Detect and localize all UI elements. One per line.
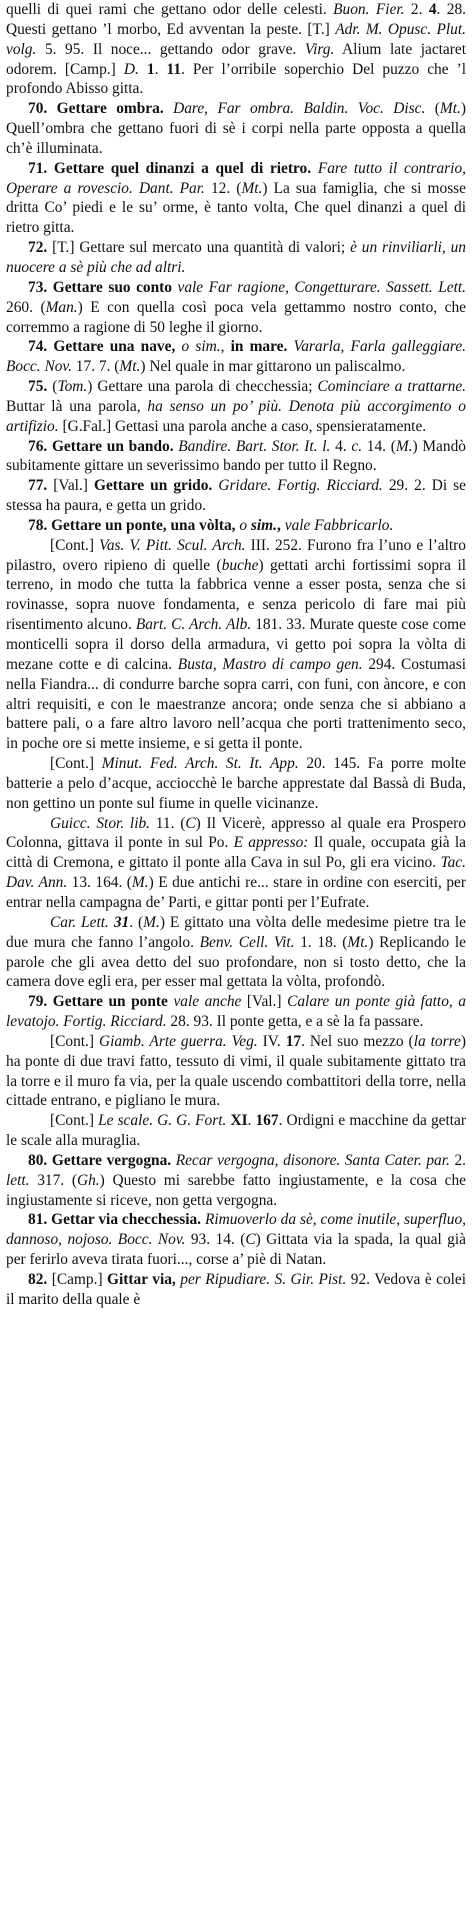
entry-76: 76. Gettare un bando. Bandire. Bart. Stor. It. l. 4. c. 14. (M.) Mandò subitamente gittare un severissimo bando per tutto il Regno. xyxy=(6,437,466,475)
citation-scale: [Cont.] Le scale. G. G. Fort. XI. 167. Ordigni e macchine da gettar le scale alla muraglia. xyxy=(6,1112,466,1150)
entry-73: 73. Gettare suo conto vale Far ragione, Congetturare. Sassett. Lett. 260. (Man.) E con quella così poca vela gettammo nostro conto, che corremmo a ragione di 50 leghe il giorno. xyxy=(6,278,466,336)
citation-guicc: Guicc. Stor. lib. 11. (C) Il Vicerè, appresso al quale era Prospero Colonna, gittava il ponte in sul Po. E appresso: Il quale, occupata già la città di Cremona, e gittato il ponte alla Cava in sul Po, gli era vicino. Tac. Dav. Ann. 13. 164. (M.) E due antichi re... stare in ordine con eserciti, per entrar nella campagna de’ Parti, e gittar ponti per l’Eufrate. xyxy=(6,814,466,911)
citation-minut: [Cont.] Minut. Fed. Arch. St. It. App. 20. 145. Fa porre molte batterie a pelo d’acque, acciocchè le barche apprestate dal Bassà di Buda, non gettino un ponte sul fiume in quelle vicinanze. xyxy=(6,755,467,812)
entry-81: 81. Gettar via checchessia. Rimuoverlo da sè, come inutile, superfluo, dannoso, nojoso. Bocc. Nov. 93. 14. (C) Gittata via la spada, la qual già per ferirlo aveva tirata fuori..., corse a’ piè di Natan. xyxy=(6,1211,466,1269)
entry-70: 70. Gettare ombra. Dare, Far ombra. Baldin. Voc. Disc. (Mt.) Quell’ombra che gettano fuori di sè i corpi nella parte opposta a quella ch’è illuminata. xyxy=(6,100,466,157)
continuation-text: quelli di quei rami che gettano odor delle celesti. Buon. Fier. 2. 4. 28. Questi gettano ’l morbo, Ed avventan la peste. [T.] Adr. M. Opusc. Plut. volg. 5. 95. Il noce... gettando odor grave. Virg. Alium late jactaret odorem. [Camp.] D. 1. 11. Per l’orribile soperchio Del puzzo che ’l profondo Abisso gitta. xyxy=(6,1,467,98)
entry-72: 72. [T.] Gettare sul mercato una quantità di valori; è un rinviliarli, un nuocere a sè più che ad altri. xyxy=(6,239,466,276)
entry-79: 79. Gettare un ponte vale anche [Val.] Calare un ponte già fatto, a levatojo. Fortig. Ricciard. 28. 93. Il ponte getta, e a sè la fa passare. xyxy=(6,993,466,1031)
entry-82: 82. [Camp.] Gittar via, per Ripudiare. S. Gir. Pist. 92. Vedova è colei il marito della quale è xyxy=(6,1271,467,1308)
entry-75: 75. (Tom.) Gettare una parola di checchessia; Cominciare a trattarne. Buttar là una parola, ha senso un po’ più. Denota più accorgimento o artifizio. [G.Fal.] Gettasi una parola anche a caso, spensieratamente. xyxy=(6,378,466,435)
entry-77: 77. [Val.] Gettare un grido. Gridare. Fortig. Ricciard. 29. 2. Di se stessa ha paura, e getta un grido. xyxy=(6,477,466,515)
entry-80: 80. Gettare vergogna. Recar vergogna, disonore. Santa Cater. par. 2. lett. 317. (Gh.) Questo mi sarebbe fatto ingiustamente, e la cosa che ingiustamente si riceve, non getta vergogna. xyxy=(6,1151,467,1209)
entry-71: 71. Gettare quel dinanzi a quel di rietro. Fare tutto il contrario, Operare a rovescio. Dant. Par. 12. (Mt.) La sua famiglia, che si mosse dritta Co’ piedi e le su’ orme, è tanto volta, Che quel dinanzi a quel di rietro gitta. xyxy=(6,159,467,237)
entry-74: 74. Gettare una nave, o sim., in mare. Vararla, Farla galleggiare. Bocc. Nov. 17. 7. (Mt.) Nel quale in mar gittarono un paliscalmo. xyxy=(6,338,466,376)
citation-vasari: [Cont.] Vas. V. Pitt. Scul. Arch. III. 252. Furono fra l’uno e l’altro pilastro, overo ripieno di quelle (buche) gettati archi fortissimi sopra il terreno, in modo che tutta la fabbrica venne a esser posta, senza che si rovinasse, sopra nuove fondamenta, e senza pericolo di fare mai più risentimento alcuno. Bart. C. Arch. Alb. 181. 33. Murate queste cose come monticelli sopra il dorso della armadura, vi getto poi sopra la vòlta di mezane cotte e di calcina. Busta, Mastro di campo gen. 294. Costumasi nella Fiandra... di condurre barche sopra carri, con funi, con àncore, e con altri requisiti, e con le maestranze ancora; onde senza che si abbiano a battere pali, o a fare altro lavoro nell’acqua che porti trattenimento seco, in poche ore si mette insieme, e si getta il ponte. xyxy=(6,536,466,753)
citation-giamb: [Cont.] Giamb. Arte guerra. Veg. IV. 17. Nel suo mezzo (la torre) ha ponte di due travi fatto, tessuto di vimi, il quale subitamente gittato tra la torre e il muro fa via, per la quale uscendo combattitori della torre, nella cittade entrano, e pigliano le mura. xyxy=(6,1032,466,1110)
citation-car: Car. Lett. 31. (M.) E gittato una vòlta delle medesime pietre tra le due mura che fanno l’angolo. Benv. Cell. Vit. 1. 18. (Mt.) Replicando le parole che gli avea detto del suo profondare, non si tosto detto, che la camera dove egli era, per esser mal gettata la vòlta, profondò. xyxy=(6,913,466,991)
entry-78: 78. Gettare un ponte, una vòlta, o sim., vale Fabbricarlo. xyxy=(28,516,394,534)
